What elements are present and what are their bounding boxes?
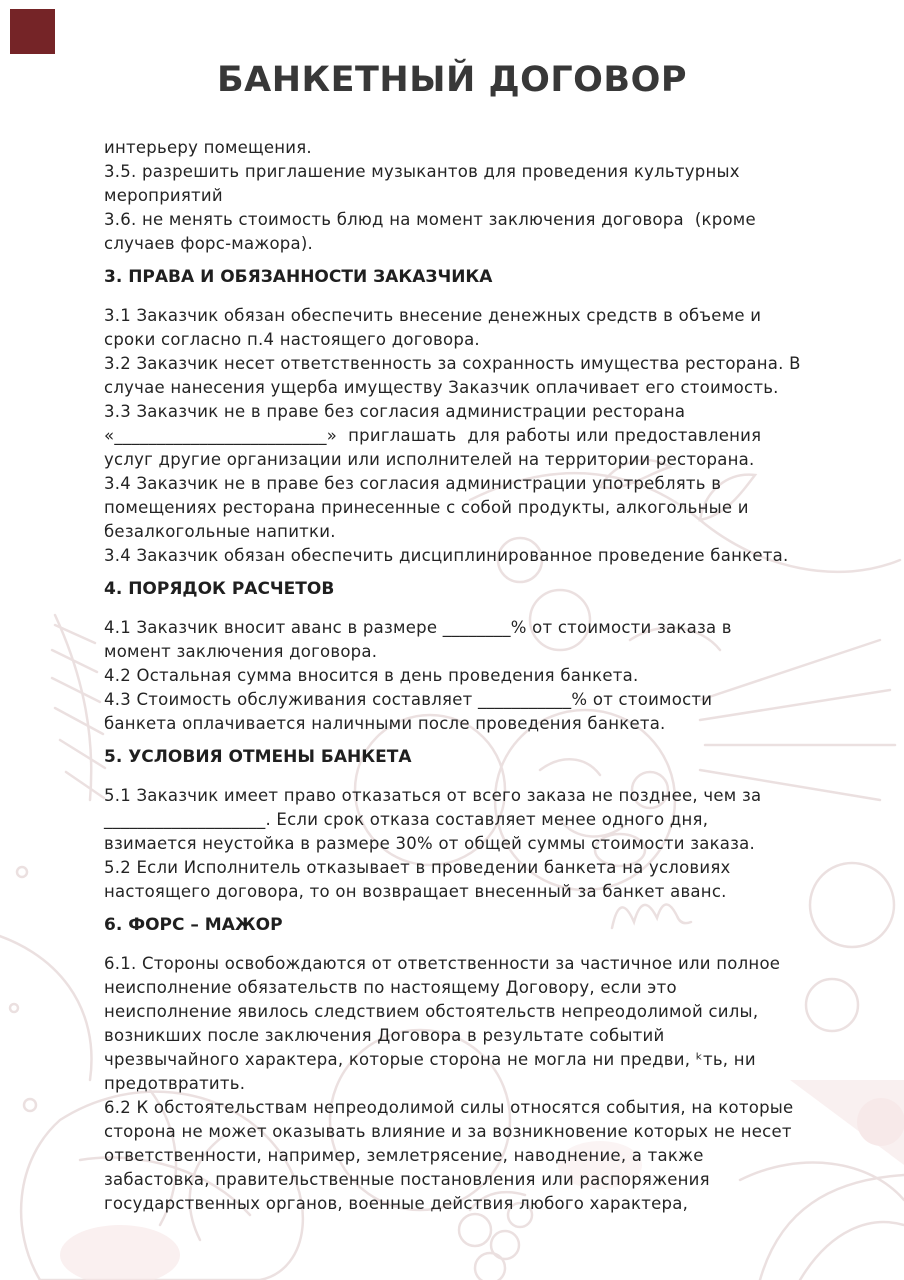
text-line: 5.2 Если Исполнитель отказывает в проведении банкета на условиях	[104, 858, 731, 877]
text-line: 3.5. разрешить приглашение музыкантов для проведения культурных	[104, 162, 740, 181]
section-heading: 5. УСЛОВИЯ ОТМЕНЫ БАНКЕТА	[104, 747, 412, 767]
text-line: чрезвычайного характера, которые сторона не могла ни предви, ᵏть, ни	[104, 1050, 756, 1069]
text-line: 5.1 Заказчик имеет право отказаться от всего заказа не позднее, чем за	[104, 786, 762, 805]
text-line: случае нанесения ущерба имуществу Заказчик оплачивает его стоимость.	[104, 378, 779, 397]
text-line: настоящего договора, то он возвращает внесенный за банкет аванс.	[104, 882, 727, 901]
text-line: взимается неустойка в размере 30% от общей суммы стоимости заказа.	[104, 834, 756, 853]
section-heading: 6. ФОРС – МАЖОР	[104, 915, 283, 935]
text-line: 3.6. не менять стоимость блюд на момент заключения договора (кроме	[104, 210, 756, 229]
text-line: 3.3 Заказчик не в праве без согласия администрации ресторана	[104, 402, 686, 421]
document-title: БАНКЕТНЫЙ ДОГОВОР	[216, 60, 688, 100]
text-line: мероприятий	[104, 186, 223, 205]
corner-brand-square	[10, 9, 55, 54]
text-line: «_________________________» приглашать для работы или предоставления	[104, 426, 762, 445]
text-line: предотвратить.	[104, 1074, 246, 1093]
text-line: 4.3 Стоимость обслуживания составляет ___________% от стоимости	[104, 690, 713, 709]
paragraph	[104, 304, 816, 568]
text-line: 3.4 Заказчик не в праве без согласия администрации употреблять в	[104, 474, 722, 493]
text-line: помещениях ресторана принесенные с собой продукты, алкогольные и	[104, 498, 749, 517]
text-line: 6.2 К обстоятельствам непреодолимой силы относятся события, на которые	[104, 1098, 794, 1117]
text-line: интерьеру помещения.	[104, 138, 312, 157]
text-line: ответственности, например, землетрясение, наводнение, а также	[104, 1146, 704, 1165]
text-line: забастовка, правительственные постановления или распоряжения	[104, 1170, 710, 1189]
paragraph	[104, 952, 816, 1216]
paragraph	[104, 136, 816, 256]
text-line: 3.2 Заказчик несет ответственность за сохранность имущества ресторана. В	[104, 354, 801, 373]
text-line: безалкогольные напитки.	[104, 522, 336, 541]
section-heading: 4. ПОРЯДОК РАСЧЕТОВ	[104, 579, 335, 599]
document-body	[104, 136, 816, 1216]
text-line: 4.2 Остальная сумма вносится в день проведения банкета.	[104, 666, 639, 685]
text-line: 3.4 Заказчик обязан обеспечить дисциплинированное проведение банкета.	[104, 546, 789, 565]
text-line: государственных органов, военные действия любого характера,	[104, 1194, 689, 1213]
text-line: неисполнение явилось следствием обстоятельств непреодолимой силы,	[104, 1002, 759, 1021]
text-line: 3.1 Заказчик обязан обеспечить внесение денежных средств в объеме и	[104, 306, 762, 325]
text-line: неисполнение обязательств по настоящему Договору, если это	[104, 978, 677, 997]
text-line: сроки согласно п.4 настоящего договора.	[104, 330, 480, 349]
text-line: 6.1. Стороны освобождаются от ответственности за частичное или полное	[104, 954, 781, 973]
paragraph	[104, 616, 816, 736]
text-line: момент заключения договора.	[104, 642, 378, 661]
paragraph	[104, 784, 816, 904]
text-line: сторона не может оказывать влияние и за возникновение которых не несет	[104, 1122, 792, 1141]
text-line: 4.1 Заказчик вносит аванс в размере ________% от стоимости заказа в	[104, 618, 732, 637]
text-line: случаев форс-мажора).	[104, 234, 314, 253]
section-heading: 3. ПРАВА И ОБЯЗАННОСТИ ЗАКАЗЧИКА	[104, 267, 493, 287]
text-line: ___________________. Если срок отказа составляет менее одного дня,	[104, 810, 709, 829]
text-line: услуг другие организации или исполнителей на территории ресторана.	[104, 450, 755, 469]
text-line: банкета оплачивается наличными после проведения банкета.	[104, 714, 666, 733]
text-line: возникших после заключения Договора в результате событий	[104, 1026, 665, 1045]
